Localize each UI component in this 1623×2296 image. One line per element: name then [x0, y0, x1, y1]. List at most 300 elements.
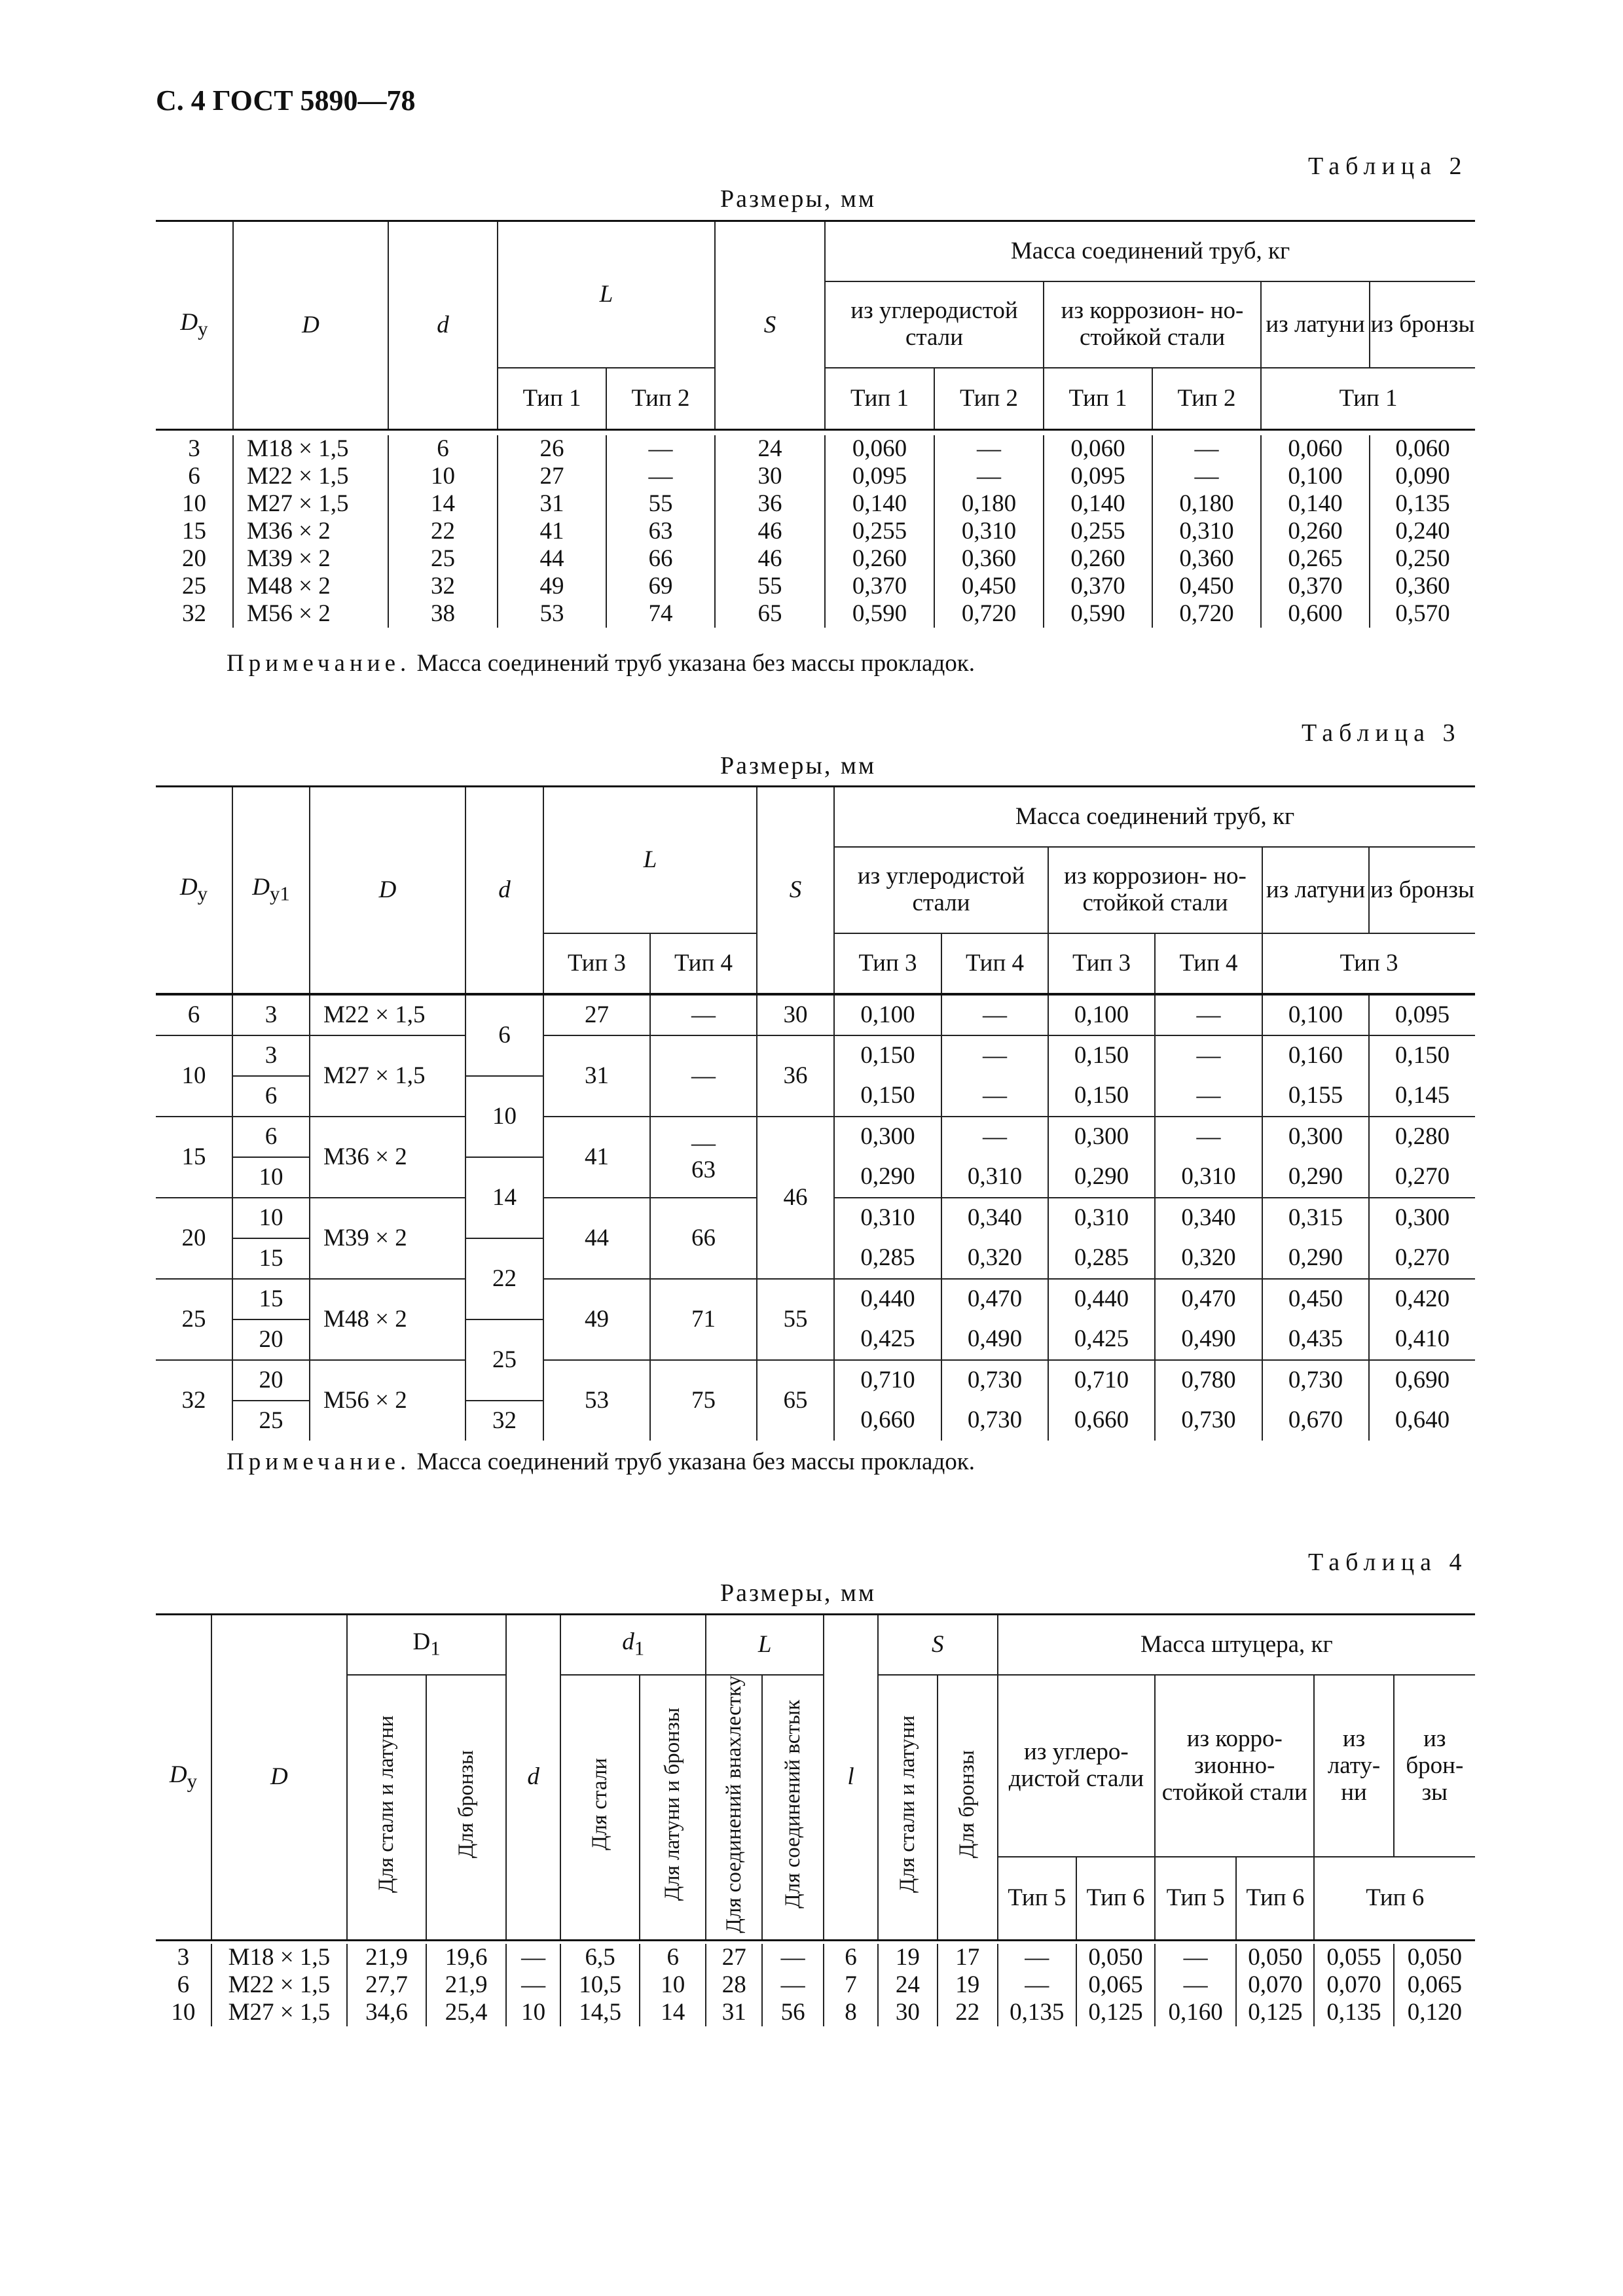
cell-dy: 20	[181, 1224, 206, 1251]
header-D1-steel-brass: Для стали и латуни	[347, 1675, 426, 1941]
col-c2	[934, 435, 1044, 628]
table-3-row	[156, 1279, 1475, 1319]
col-D1-steel	[347, 1944, 426, 2026]
cell-value: 6,5	[585, 1944, 615, 1971]
cell-value: 0,240	[1395, 517, 1450, 545]
header-d1-steel: Для стали	[560, 1675, 640, 1941]
cell-mass: 0,150	[1048, 1076, 1155, 1117]
cell-value: 10	[171, 1999, 196, 2026]
cell-value: 27	[721, 1944, 746, 1971]
cell-mass: 0,310	[834, 1198, 941, 1238]
table-4-units: Размеры, мм	[720, 1579, 877, 1607]
cell-mass: 0,470	[1155, 1279, 1262, 1319]
header-stainless: из коррозион- но-стойкой стали	[1048, 847, 1262, 933]
cell-value: 8	[845, 1999, 857, 2026]
cell-value: 14,5	[579, 1999, 622, 2026]
col-bronze	[1370, 435, 1475, 628]
cell-dy1: 3	[232, 1035, 310, 1076]
cell-value: 0,140	[1070, 490, 1125, 517]
cell-mass: 0,340	[1155, 1198, 1262, 1238]
cell-mass: 0,095	[1369, 994, 1475, 1035]
cell-value: 0,570	[1395, 600, 1450, 627]
cell-mass: 0,290	[1262, 1238, 1369, 1279]
cell-value: 0,370	[852, 572, 907, 600]
header-brass: из латуни	[1262, 847, 1369, 933]
cell-value: 53	[539, 600, 564, 627]
cell-value: М22 × 1,5	[228, 1971, 331, 1999]
col-brass	[1314, 1944, 1393, 2026]
cell-d: 6	[465, 994, 543, 1076]
cell-dy1: 3	[232, 994, 310, 1035]
cell-value: 69	[648, 572, 673, 600]
col-d	[388, 435, 498, 628]
cell-mass: 0,690	[1369, 1360, 1475, 1401]
cell-mass: 0,310	[1048, 1198, 1155, 1238]
cell-D: М36 × 2	[310, 1117, 465, 1198]
header-s-tip3: Тип 3	[1048, 933, 1155, 994]
cell-value: 10,5	[579, 1971, 622, 1999]
cell-value: 0,180	[961, 490, 1017, 517]
cell-L3: 27	[543, 994, 650, 1035]
cell-value: 0,260	[1070, 545, 1125, 572]
header-carbon: из углеродистой стали	[834, 847, 1048, 933]
cell-L4: — 63	[650, 1117, 757, 1198]
cell-mass: 0,310	[1155, 1157, 1262, 1198]
cell-value: 24	[895, 1971, 920, 1999]
cell-L4: 71	[650, 1279, 757, 1360]
cell-dy: 6	[187, 1001, 200, 1028]
cell-value: 0,370	[1070, 572, 1125, 600]
cell-value: 19	[955, 1971, 980, 1999]
cell-value: М27 × 1,5	[247, 490, 349, 517]
cell-value: М18 × 1,5	[247, 435, 349, 462]
cell-value: 49	[539, 572, 564, 600]
cell-value: 17	[955, 1944, 980, 1971]
col-D	[233, 435, 388, 628]
cell-value: 0,095	[852, 462, 907, 490]
cell-mass: 0,280	[1369, 1117, 1475, 1157]
cell-dy1: 6	[232, 1076, 310, 1117]
col-l	[824, 1944, 878, 2026]
cell-S: 65	[757, 1360, 834, 1441]
cell-value: —	[977, 462, 1002, 490]
col-D	[211, 1944, 347, 2026]
header-D: D	[211, 1615, 347, 1941]
cell-value: —	[1194, 462, 1219, 490]
cell-mass: 0,340	[941, 1198, 1048, 1238]
cell-value: 0,050	[1407, 1944, 1462, 1971]
col-dy	[156, 1944, 211, 2026]
cell-value: 0,450	[1179, 572, 1234, 600]
cell-value: 0,590	[852, 600, 907, 627]
col-brass	[1261, 435, 1370, 628]
cell-value: 0,060	[852, 435, 907, 462]
cell-value: 63	[648, 517, 673, 545]
cell-mass: 0,710	[834, 1360, 941, 1401]
cell-value: 0,720	[961, 600, 1017, 627]
header-L: L	[498, 221, 715, 368]
cell-value: 0,065	[1407, 1971, 1462, 1999]
col-c6	[1076, 1944, 1155, 2026]
cell-value: 36	[757, 490, 782, 517]
cell-mass: 0,425	[834, 1319, 941, 1360]
header-c-tip5: Тип 5	[998, 1857, 1076, 1940]
cell-value: 6	[188, 462, 200, 490]
cell-value: 0,050	[1248, 1944, 1303, 1971]
cell-value: 0,060	[1288, 435, 1343, 462]
cell-dy1: 20	[232, 1360, 310, 1401]
col-d	[506, 1944, 560, 2026]
table-3-row	[156, 1117, 1475, 1157]
col-c5	[998, 1944, 1076, 2026]
cell-value: 10	[661, 1971, 685, 1999]
cell-value: 38	[431, 600, 455, 627]
cell-value: —	[977, 435, 1002, 462]
cell-d: 32	[465, 1401, 543, 1441]
cell-value: 0,250	[1395, 545, 1450, 572]
cell-value: 0,720	[1179, 600, 1234, 627]
header-bb-tip6: Тип 6	[1314, 1857, 1475, 1940]
cell-value: —	[648, 462, 673, 490]
cell-mass: 0,100	[1262, 994, 1369, 1035]
cell-mass: 0,285	[834, 1238, 941, 1279]
cell-value: 0,125	[1088, 1999, 1143, 2026]
cell-value: 20	[182, 545, 206, 572]
cell-value: 6	[437, 435, 449, 462]
table-4	[156, 1613, 1475, 2026]
cell-value: 0,070	[1326, 1971, 1381, 1999]
cell-S: 46	[757, 1117, 834, 1279]
header-c-tip6: Тип 6	[1076, 1857, 1155, 1940]
cell-S: 36	[757, 1035, 834, 1117]
cell-value: 3	[177, 1944, 190, 1971]
cell-value: 26	[539, 435, 564, 462]
header-D1: $D_1$	[347, 1615, 506, 1676]
cell-S: 30	[757, 994, 834, 1035]
cell-mass: 0,150	[834, 1076, 941, 1117]
cell-value: 25	[182, 572, 206, 600]
cell-value: 0,450	[961, 572, 1017, 600]
cell-value: 21,9	[445, 1971, 488, 1999]
cell-d: 25	[465, 1319, 543, 1401]
cell-value: 14	[661, 1999, 685, 2026]
cell-value: —	[1194, 435, 1219, 462]
cell-value: —	[1183, 1944, 1208, 1971]
cell-L4: 66	[650, 1198, 757, 1279]
header-carbon: из углеро- дистой стали	[998, 1675, 1155, 1857]
cell-mass: 0,100	[834, 994, 941, 1035]
cell-value: 10	[521, 1999, 546, 2026]
cell-value: 19,6	[445, 1944, 488, 1971]
page-header: С. 4 ГОСТ 5890—78	[156, 84, 416, 117]
cell-dy1: 10	[232, 1157, 310, 1198]
cell-mass: 0,290	[834, 1157, 941, 1198]
cell-value: 0,255	[852, 517, 907, 545]
cell-value: 10	[431, 462, 455, 490]
cell-value: 27,7	[365, 1971, 408, 1999]
cell-mass: 0,150	[1369, 1035, 1475, 1076]
cell-value: 22	[431, 517, 455, 545]
cell-mass: 0,435	[1262, 1319, 1369, 1360]
cell-dy1: 15	[232, 1279, 310, 1319]
cell-mass: 0,670	[1262, 1401, 1369, 1441]
col-L2	[606, 435, 715, 628]
col-bronze	[1394, 1944, 1475, 2026]
cell-value: 0,125	[1248, 1999, 1303, 2026]
header-D1-bronze: Для бронзы	[426, 1675, 506, 1941]
table-4-data	[156, 1944, 1475, 2026]
cell-value: 0,265	[1288, 545, 1343, 572]
cell-value: М36 × 2	[247, 517, 331, 545]
cell-value: 0,060	[1395, 435, 1450, 462]
header-d1-brass-bronze: Для латуни и бронзы	[640, 1675, 706, 1941]
cell-mass: —	[1155, 994, 1262, 1035]
cell-L4: 75	[650, 1360, 757, 1441]
cell-mass: 0,160	[1262, 1035, 1369, 1076]
header-bronze: из бронзы	[1370, 281, 1475, 368]
header-L-tip4: Тип 4	[650, 933, 757, 994]
cell-value: 14	[431, 490, 455, 517]
table-2-title: Таблица 2	[1308, 152, 1468, 180]
cell-mass: 0,730	[941, 1360, 1048, 1401]
cell-value: М18 × 1,5	[228, 1944, 331, 1971]
col-S	[715, 435, 825, 628]
col-D1-bronze	[426, 1944, 506, 2026]
cell-value: 24	[757, 435, 782, 462]
cell-value: 31	[539, 490, 564, 517]
cell-mass: 0,150	[834, 1035, 941, 1076]
header-bb-tip1: Тип 1	[1261, 368, 1475, 430]
cell-L3: 49	[543, 1279, 650, 1360]
cell-value: 6	[177, 1971, 190, 1999]
table-2-note: Примечание. Масса соединений труб указана без массы прокладок.	[227, 650, 975, 677]
col-c1	[825, 435, 934, 628]
header-d: d	[388, 221, 498, 430]
cell-mass: 0,440	[834, 1279, 941, 1319]
header-c-tip1: Тип 1	[825, 368, 934, 430]
cell-value: 7	[845, 1971, 857, 1999]
cell-D: М22 × 1,5	[310, 994, 465, 1035]
cell-value: 0,055	[1326, 1944, 1381, 1971]
cell-mass: 0,730	[1155, 1401, 1262, 1441]
header-bb-tip3: Тип 3	[1262, 933, 1475, 994]
cell-mass: 0,660	[1048, 1401, 1155, 1441]
header-S-bronze: Для бронзы	[938, 1675, 998, 1941]
header-c-tip4: Тип 4	[941, 933, 1048, 994]
cell-mass: 0,730	[941, 1401, 1048, 1441]
header-L-tip3: Тип 3	[543, 933, 650, 994]
cell-mass: 0,290	[1262, 1157, 1369, 1198]
cell-value: —	[780, 1944, 805, 1971]
header-L-tip2: Тип 2	[606, 368, 715, 430]
cell-mass: 0,490	[1155, 1319, 1262, 1360]
cell-value: 31	[721, 1999, 746, 2026]
header-bronze: из брон- зы	[1394, 1675, 1475, 1857]
header-L-butt: Для соединений встык	[762, 1675, 824, 1941]
cell-value: 0,360	[1179, 545, 1234, 572]
cell-value: —	[648, 435, 673, 462]
table-2	[156, 220, 1475, 628]
cell-D: М39 × 2	[310, 1198, 465, 1279]
table-3-row	[156, 994, 1475, 1035]
cell-value: 0,310	[961, 517, 1017, 545]
col-L-lap	[706, 1944, 762, 2026]
header-l: l	[824, 1615, 878, 1941]
cell-d: 14	[465, 1157, 543, 1238]
cell-value: —	[521, 1944, 546, 1971]
header-dy: $D_у$	[156, 1615, 211, 1941]
cell-dy1: 6	[232, 1117, 310, 1157]
col-s1	[1044, 435, 1152, 628]
table-3	[156, 785, 1475, 1441]
cell-dy1: 10	[232, 1198, 310, 1238]
cell-dy1: 15	[232, 1238, 310, 1279]
header-s-tip5: Тип 5	[1155, 1857, 1236, 1940]
cell-value: 56	[780, 1999, 805, 2026]
cell-value: 0,140	[852, 490, 907, 517]
cell-value: 0,360	[961, 545, 1017, 572]
cell-mass: 0,150	[1048, 1035, 1155, 1076]
header-bronze: из бронзы	[1369, 847, 1475, 933]
cell-D: М48 × 2	[310, 1279, 465, 1360]
header-c-tip3: Тип 3	[834, 933, 941, 994]
cell-D: М56 × 2	[310, 1360, 465, 1441]
cell-value: 55	[648, 490, 673, 517]
cell-value: 0,100	[1288, 462, 1343, 490]
table-3-row	[156, 1035, 1475, 1076]
cell-value: 30	[895, 1999, 920, 2026]
cell-mass: 0,300	[834, 1117, 941, 1157]
cell-value: —	[1025, 1944, 1049, 1971]
header-dy1: $D_{у1}$	[232, 787, 310, 995]
cell-value: 15	[182, 517, 206, 545]
cell-dy: 10	[181, 1062, 206, 1089]
header-L-tip1: Тип 1	[498, 368, 606, 430]
cell-mass: 0,780	[1155, 1360, 1262, 1401]
cell-L3: 31	[543, 1035, 650, 1117]
cell-value: 21,9	[365, 1944, 408, 1971]
cell-d: 10	[465, 1076, 543, 1157]
cell-dy1: 25	[232, 1401, 310, 1441]
cell-mass: 0,290	[1048, 1157, 1155, 1198]
header-stainless: из корро- зионно- стойкой стали	[1155, 1675, 1314, 1857]
cell-value: 41	[539, 517, 564, 545]
cell-value: 0,065	[1088, 1971, 1143, 1999]
cell-value: 55	[757, 572, 782, 600]
header-stainless: из коррозион- но-стойкой стали	[1044, 281, 1261, 368]
cell-value: 28	[721, 1971, 746, 1999]
cell-mass: 0,320	[1155, 1238, 1262, 1279]
table-3-title: Таблица 3	[1302, 719, 1461, 747]
header-s-tip1: Тип 1	[1044, 368, 1152, 430]
header-L-lap: Для соединений внахлестку	[706, 1675, 762, 1941]
header-d1: $d_1$	[560, 1615, 706, 1676]
col-s6	[1236, 1944, 1314, 2026]
cell-value: 0,160	[1168, 1999, 1223, 2026]
cell-value: 0,260	[852, 545, 907, 572]
cell-value: 34,6	[365, 1999, 408, 2026]
cell-mass: 0,425	[1048, 1319, 1155, 1360]
cell-value: 25,4	[445, 1999, 488, 2026]
cell-mass: —	[1155, 1035, 1262, 1076]
col-dy	[156, 435, 233, 628]
cell-mass: 0,490	[941, 1319, 1048, 1360]
cell-dy1: 20	[232, 1319, 310, 1360]
cell-mass: 0,100	[1048, 994, 1155, 1035]
cell-mass: 0,300	[1262, 1117, 1369, 1157]
header-D: D	[233, 221, 388, 430]
cell-value: 0,600	[1288, 600, 1343, 627]
cell-value: 30	[757, 462, 782, 490]
table-2-units: Размеры, мм	[720, 185, 877, 213]
header-d: d	[506, 1615, 560, 1941]
table-2-data	[156, 435, 1475, 628]
cell-value: —	[1025, 1971, 1049, 1999]
cell-value: 6	[845, 1944, 857, 1971]
cell-mass: 0,640	[1369, 1401, 1475, 1441]
header-mass: Масса штуцера, кг	[998, 1615, 1475, 1676]
cell-value: 0,120	[1407, 1999, 1462, 2026]
cell-value: 74	[648, 600, 673, 627]
cell-mass: 0,270	[1369, 1157, 1475, 1198]
cell-value: 10	[182, 490, 206, 517]
header-s-tip6: Тип 6	[1236, 1857, 1314, 1940]
cell-value: —	[1183, 1971, 1208, 1999]
cell-mass: —	[941, 994, 1048, 1035]
cell-L3: 41	[543, 1117, 650, 1198]
cell-mass: 0,300	[1369, 1198, 1475, 1238]
cell-value: 0,260	[1288, 517, 1343, 545]
cell-mass: 0,450	[1262, 1279, 1369, 1319]
header-d: d	[465, 787, 543, 995]
cell-mass: 0,730	[1262, 1360, 1369, 1401]
header-carbon: из углеродистой стали	[825, 281, 1044, 368]
cell-mass: 0,285	[1048, 1238, 1155, 1279]
table-3-row	[156, 1360, 1475, 1401]
cell-mass: 0,410	[1369, 1319, 1475, 1360]
cell-mass: —	[1155, 1076, 1262, 1117]
table-4-title: Таблица 4	[1308, 1549, 1468, 1576]
cell-d: 22	[465, 1238, 543, 1319]
cell-value: 0,255	[1070, 517, 1125, 545]
col-L1	[498, 435, 606, 628]
cell-value: 0,135	[1010, 1999, 1065, 2026]
cell-S: 55	[757, 1279, 834, 1360]
cell-value: М39 × 2	[247, 545, 331, 572]
cell-value: 32	[182, 600, 206, 627]
header-S: S	[878, 1615, 998, 1676]
cell-mass: 0,710	[1048, 1360, 1155, 1401]
cell-dy: 32	[181, 1386, 206, 1414]
cell-value: 0,070	[1248, 1971, 1303, 1999]
cell-value: 0,060	[1070, 435, 1125, 462]
cell-value: 46	[757, 545, 782, 572]
cell-value: 0,370	[1288, 572, 1343, 600]
cell-dy: 15	[181, 1143, 206, 1170]
cell-mass: 0,315	[1262, 1198, 1369, 1238]
header-s-tip4: Тип 4	[1155, 933, 1262, 994]
cell-value: 22	[955, 1999, 980, 2026]
col-d1-brass	[640, 1944, 706, 2026]
cell-value: 0,310	[1179, 517, 1234, 545]
cell-value: 0,135	[1326, 1999, 1381, 2026]
header-S: S	[757, 787, 834, 995]
cell-mass: —	[941, 1117, 1048, 1157]
cell-mass: 0,440	[1048, 1279, 1155, 1319]
cell-value: М22 × 1,5	[247, 462, 349, 490]
cell-value: 6	[666, 1944, 680, 1971]
header-S: S	[715, 221, 825, 430]
